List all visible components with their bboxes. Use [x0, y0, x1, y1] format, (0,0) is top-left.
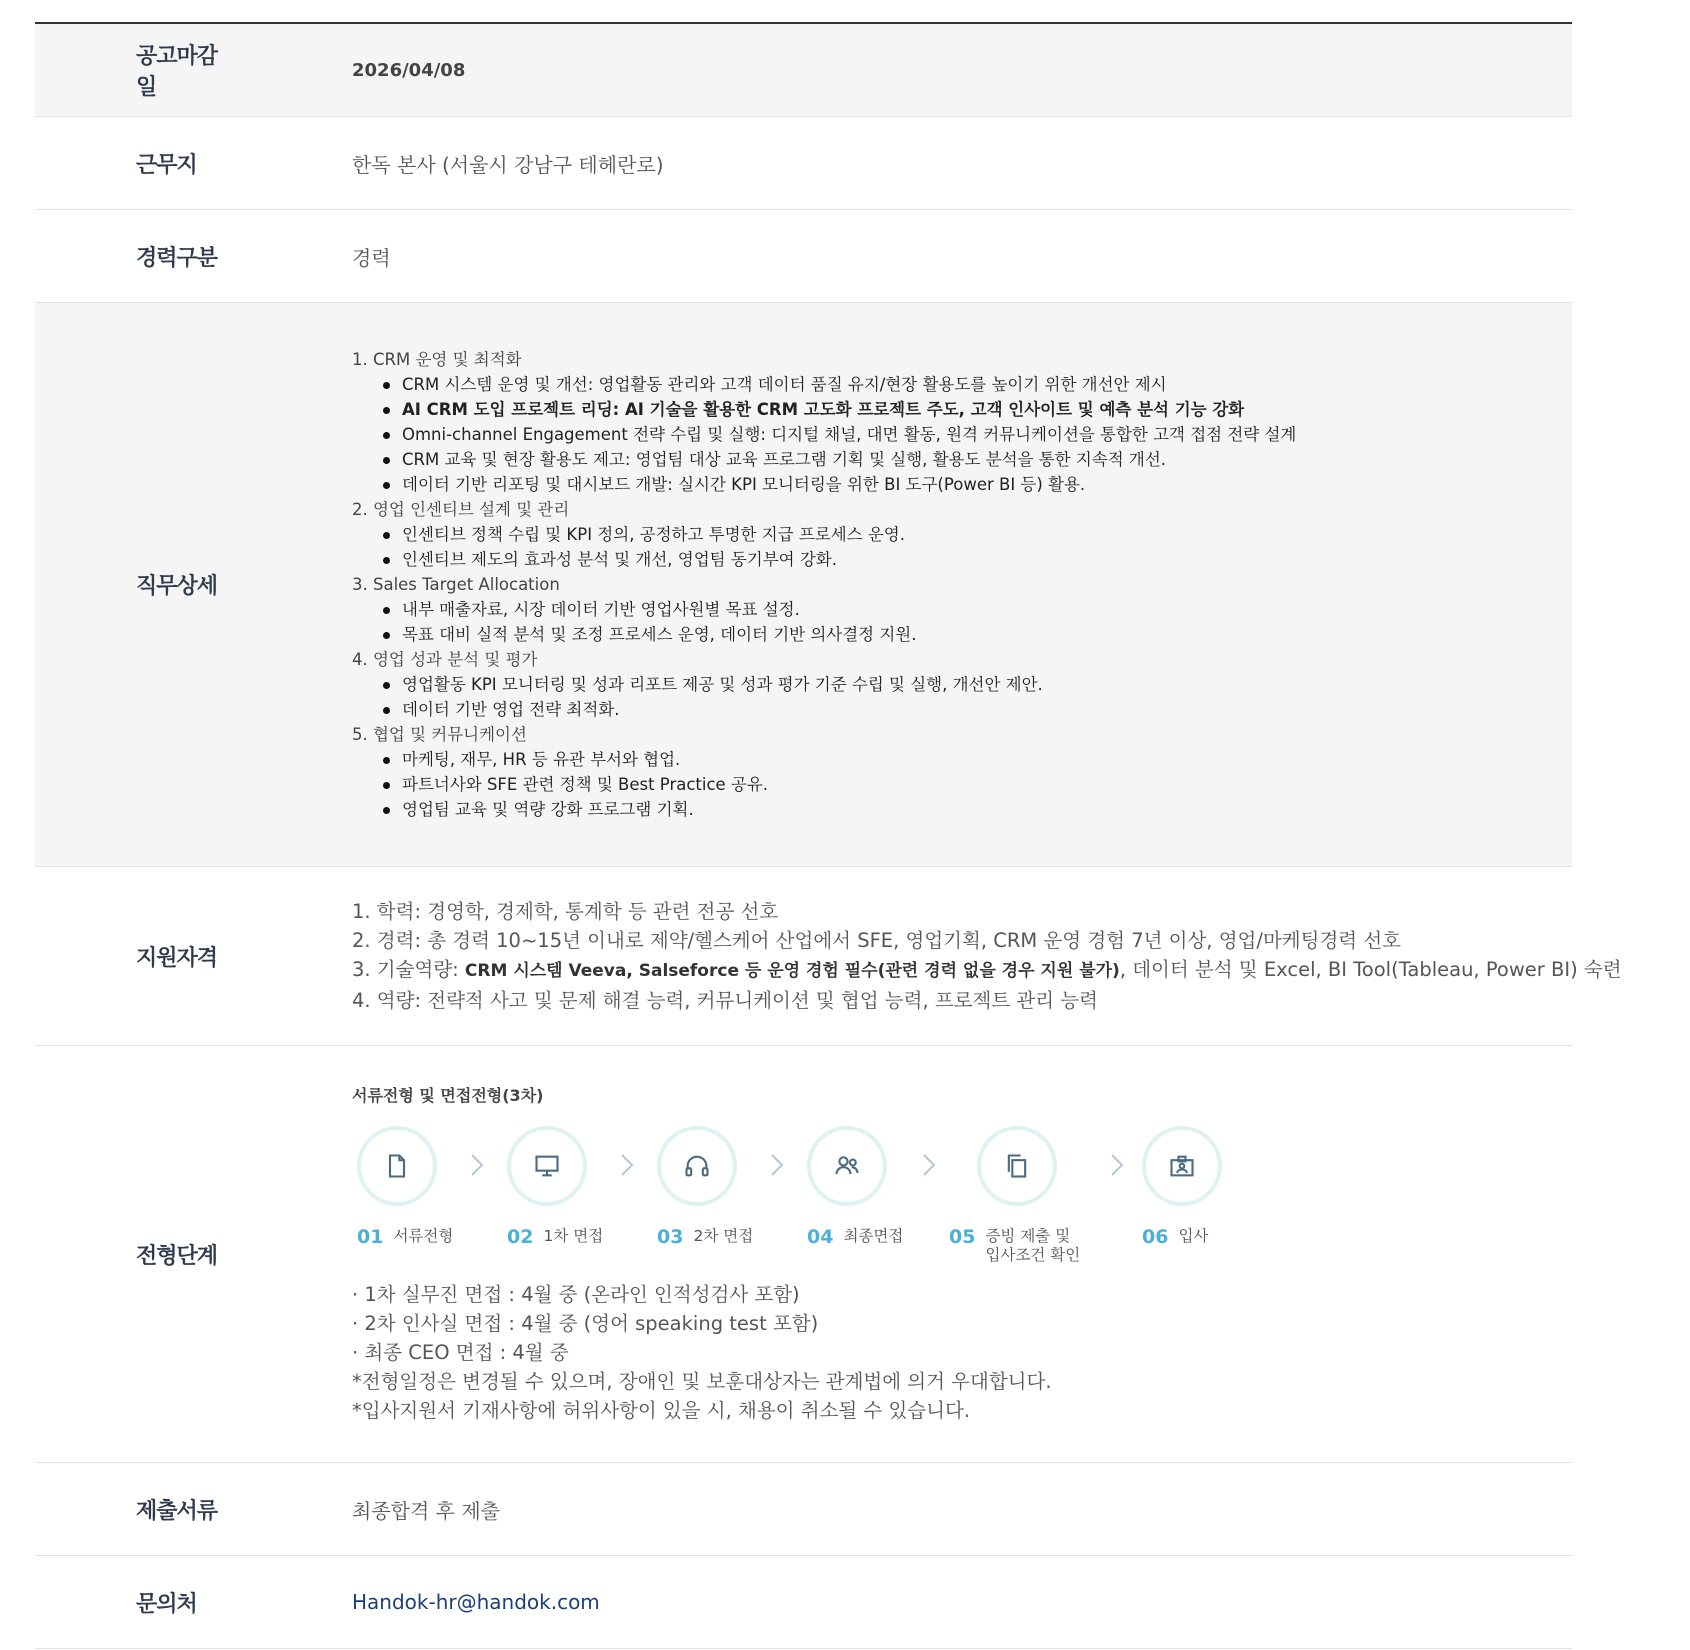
duty-item: 마케팅, 재무, HR 등 유관 부서와 협업. [402, 747, 1572, 772]
row-qualification [35, 867, 1622, 1046]
qualification-line: 1. 학력: 경영학, 경제학, 통계학 등 관련 전공 선호 [352, 900, 779, 923]
row-label: 공고마감일 [136, 44, 218, 100]
row-label: 문의처 [136, 1591, 197, 1617]
step-number: 01 [357, 1226, 384, 1248]
process-note: · 1차 실무진 면접 : 4월 중 (온라인 인적성검사 포함) [352, 1283, 800, 1306]
row-docs [35, 1463, 1572, 1556]
duty-section-title: 3. Sales Target Allocation [352, 575, 560, 594]
required-note: CRM 시스템 Veeva, Salseforce 등 운영 경험 필수(관련 경력 없을 경우 지원 불가) [464, 961, 1120, 981]
row-place [35, 117, 1572, 210]
row-label: 제출서류 [136, 1498, 218, 1524]
place-value: 한독 본사 (서울시 강남구 테헤란로) [352, 152, 664, 177]
duty-item: 목표 대비 실적 분석 및 조정 프로세스 운영, 데이터 기반 의사결정 지원. [402, 622, 1572, 647]
step-number: 04 [807, 1226, 834, 1248]
monitor-icon [507, 1126, 587, 1206]
job-posting-table [35, 22, 1622, 1649]
id-badge-icon [1142, 1126, 1222, 1206]
copy-documents-icon [977, 1126, 1057, 1206]
step-number: 03 [657, 1226, 684, 1248]
row-label: 직무상세 [136, 574, 218, 599]
duty-item: 데이터 기반 리포팅 및 대시보드 개발: 실시간 KPI 모니터링을 위한 BI 도구(Power BI 등) 활용. [402, 472, 1572, 497]
step-number: 02 [507, 1226, 534, 1248]
duty-item: 데이터 기반 영업 전략 최적화. [402, 697, 1572, 722]
duty-section-title: 2. 영업 인센티브 설계 및 관리 [352, 500, 570, 519]
duty-item: AI CRM 도입 프로젝트 리딩: AI 기술을 활용한 CRM 고도화 프로젝트 주도, 고객 인사이트 및 예측 분석 기능 강화 [402, 397, 1572, 422]
duty-item: 내부 매출자료, 시장 데이터 기반 영업사원별 목표 설정. [402, 597, 1572, 622]
duty-item: 인센티브 정책 수립 및 KPI 정의, 공정하고 투명한 지급 프로세스 운영. [402, 522, 1572, 547]
duty-section-title: 4. 영업 성과 분석 및 평가 [352, 650, 538, 669]
qualification-line: 2. 경력: 총 경력 10~15년 이내로 제약/헬스케어 산업에서 SFE, 영업기획, CRM 운영 경험 7년 이상, 영업/마케팅경력 선호 [352, 929, 1402, 952]
process-step [949, 1126, 1127, 1264]
chevron-right-icon [467, 1150, 487, 1180]
deadline-value: 2026/04/08 [352, 59, 466, 81]
step-name: 서류전형 [393, 1227, 454, 1245]
step-name: 1차 면접 [543, 1227, 604, 1245]
qualification-list [352, 897, 1622, 1015]
contact-email-link[interactable]: Handok-hr@handok.com [352, 1590, 600, 1614]
step-number: 06 [1142, 1226, 1169, 1248]
row-duty [35, 303, 1572, 867]
step-name: 최종면접 [843, 1227, 904, 1245]
duty-item: CRM 교육 및 현장 활용도 제고: 영업팀 대상 교육 프로그램 기획 및 실행, 활용도 분석을 통한 지속적 개선. [402, 447, 1572, 472]
row-contact [35, 1556, 1572, 1649]
people-icon [807, 1126, 887, 1206]
chevron-right-icon [1107, 1150, 1127, 1180]
process-note: · 2차 인사실 면접 : 4월 중 (영어 speaking test 포함) [352, 1312, 819, 1335]
duty-item: 파트너사와 SFE 관련 정책 및 Best Practice 공유. [402, 772, 1572, 797]
step-name: 2차 면접 [693, 1227, 754, 1245]
row-label: 근무지 [136, 152, 197, 178]
row-career [35, 210, 1572, 303]
duty-section-title: 5. 협업 및 커뮤니케이션 [352, 725, 527, 744]
process-note: · 최종 CEO 면접 : 4월 중 [352, 1341, 569, 1364]
duty-item: 인센티브 제도의 효과성 분석 및 개선, 영업팀 동기부여 강화. [402, 547, 1572, 572]
row-label: 경력구분 [136, 245, 218, 271]
docs-value: 최종합격 후 제출 [352, 1498, 500, 1523]
qualification-line: 4. 역량: 전략적 사고 및 문제 해결 능력, 커뮤니케이션 및 협업 능력, 프로젝트 관리 능력 [352, 989, 1098, 1012]
step-name: 입사 [1178, 1227, 1209, 1245]
duty-list [352, 347, 1572, 822]
step-number: 05 [949, 1226, 976, 1248]
duty-section-title: 1. CRM 운영 및 최적화 [352, 350, 522, 369]
row-deadline [35, 24, 1572, 117]
chevron-right-icon [617, 1150, 637, 1180]
headset-icon [657, 1126, 737, 1206]
duty-item: 영업팀 교육 및 역량 강화 프로그램 기획. [402, 797, 1572, 822]
chevron-right-icon [919, 1150, 939, 1180]
career-value: 경력 [352, 245, 391, 270]
process-note: *전형일정은 변경될 수 있으며, 장애인 및 보훈대상자는 관계법에 의거 우대합니다. [352, 1370, 1052, 1393]
row-label: 전형단계 [136, 1243, 218, 1269]
document-icon [357, 1126, 437, 1206]
process-steps [352, 1126, 1352, 1276]
duty-item: 영업활동 KPI 모니터링 및 성과 리포트 제공 및 성과 평가 기준 수립 및 실행, 개선안 제안. [402, 672, 1572, 697]
row-label: 지원자격 [136, 945, 218, 971]
process-title: 서류전형 및 면접전형(3차) [352, 1086, 544, 1105]
step-name: 증빙 제출 및 입사조건 확인 [985, 1227, 1081, 1264]
process-note: *입사지원서 기재사항에 허위사항이 있을 시, 채용이 취소될 수 있습니다. [352, 1399, 971, 1422]
process-notes [352, 1280, 1572, 1425]
process-step [1142, 1126, 1292, 1248]
duty-item: Omni-channel Engagement 전략 수립 및 실행: 디지털 채널, 대면 활동, 원격 커뮤니케이션을 통합한 고객 접점 전략 설계 [402, 422, 1572, 447]
qualification-line: 3. 기술역량: CRM 시스템 Veeva, Salseforce 등 운영 경험 필수(관련 경력 없을 경우 지원 불가), 데이터 분석 및 Excel, BI Tool(Tableau, Power BI) 숙련 [352, 958, 1622, 981]
row-process [35, 1046, 1572, 1463]
chevron-right-icon [767, 1150, 787, 1180]
duty-item: CRM 시스템 운영 및 개선: 영업활동 관리와 고객 데이터 품질 유지/현장 활용도를 높이기 위한 개선안 제시 [402, 372, 1572, 397]
